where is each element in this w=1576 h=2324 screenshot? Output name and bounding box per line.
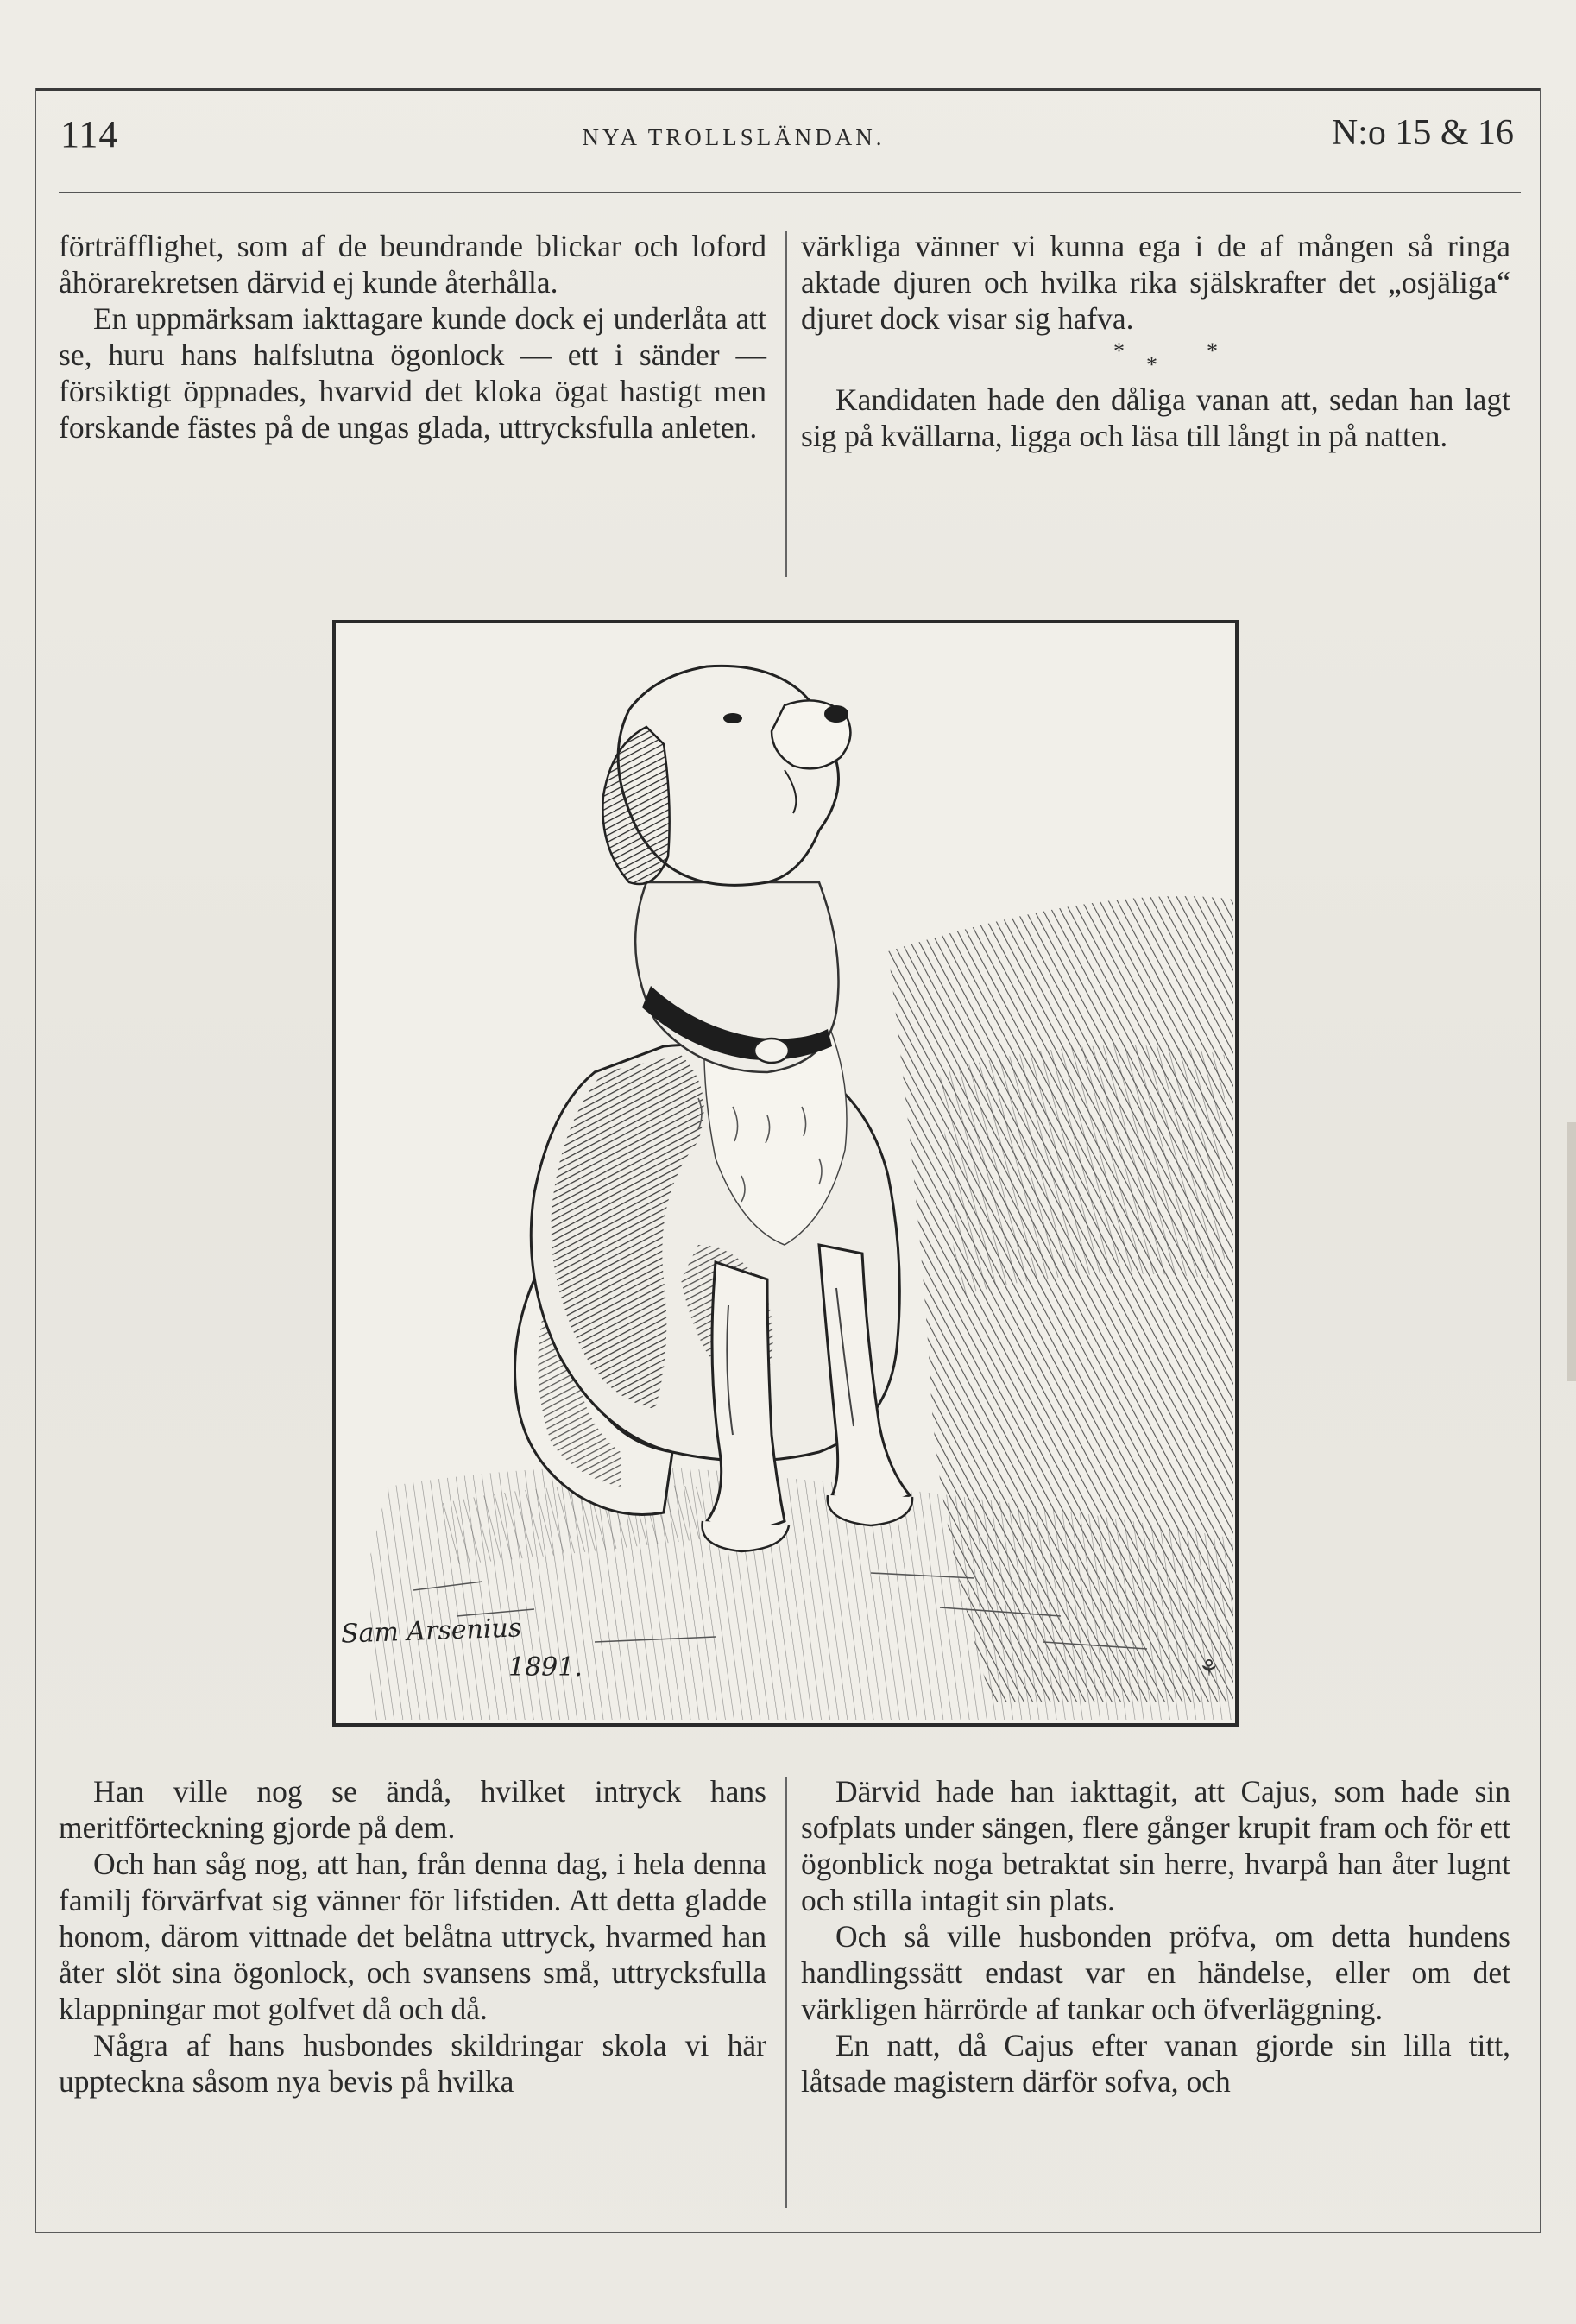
section-break-asterism	[801, 337, 1510, 382]
page-frame-bottom-rule	[35, 2232, 1541, 2233]
dog-engraving	[336, 623, 1235, 1723]
top-left-column	[59, 228, 766, 445]
paragraph: Kandidaten hade den dåliga vanan att, sedan han lagt sig på kvällarna, ligga och läsa till långt in på natten.	[801, 382, 1510, 453]
paragraph: Därvid hade han iakttagit, att Cajus, som hade sin sofplats under sängen, flere gånger krupit fram och för ett ögonblick noga betraktat sin herre, hvarpå han åter lugnt och stilla intagit sin plats.	[801, 1774, 1510, 1917]
paragraph: En natt, då Cajus efter vanan gjorde sin lilla titt, låtsade magistern därför sofva, och	[801, 2028, 1510, 2099]
asterisk: *	[1113, 338, 1125, 363]
facing-page-edge	[1567, 1122, 1576, 1381]
page-number: 114	[60, 113, 119, 155]
page-frame-left-rule	[35, 88, 36, 2233]
issue-number: N:o 15 & 16	[1331, 113, 1514, 153]
dog-illustration	[332, 620, 1239, 1727]
top-right-column	[801, 228, 1510, 454]
paragraph: förträfflighet, som af de beundrande blickar och loford åhörarekretsen därvid ej kunde återhålla.	[59, 229, 766, 300]
paragraph: Han ville nog se ändå, hvilket intryck hans meritförteckning gjorde på dem.	[59, 1774, 766, 1845]
column-divider-bottom	[785, 1777, 787, 2208]
paragraph: Och han såg nog, att han, från denna dag, i hela denna familj förvärfvat sig vänner för lifstiden. Att detta gladde honom, därom vittnade det belåtna uttryck, hvarmed han åter slöt sina ögonlock, och svansens små, uttrycksfulla klappningar mot golfvet då och då.	[59, 1847, 766, 2026]
page-frame-right-rule	[1540, 88, 1541, 2233]
page-frame-top-rule	[35, 88, 1541, 91]
column-divider-top	[785, 231, 787, 577]
asterisk: *	[1207, 338, 1218, 363]
header-rule	[59, 192, 1521, 193]
bottom-right-column	[801, 1773, 1510, 2100]
asterisk: *	[1146, 352, 1157, 377]
signature-year: 1891.	[508, 1652, 583, 1683]
paragraph: värkliga vänner vi kunna ega i de af mången så ringa aktade djuren och hvilka rika själskrafter det „osjäliga“ djuret dock visar sig hafva.	[801, 229, 1510, 336]
engraver-mark-icon: ⚘	[1199, 1656, 1220, 1681]
paragraph: Några af hans husbondes skildringar skola vi här uppteckna såsom nya bevis på hvilka	[59, 2028, 766, 2099]
paragraph: En uppmärksam iakttagare kunde dock ej underlåta att se, huru hans halfslutna ögonlock — ett i sänder — försiktigt öppnades, hvarvid det kloka ögat hastigt men forskande fästes på de ungas glada, uttrycksfulla anleten.	[59, 301, 766, 445]
bottom-left-column	[59, 1773, 766, 2100]
artist-signature: Sam Arsenius	[340, 1613, 522, 1650]
paragraph: Och så ville husbonden pröfva, om detta hundens handlingssätt endast var en händelse, eller om det värkligen härrörde af tankar och öfverläggning.	[801, 1919, 1510, 2026]
dog-figure	[515, 666, 913, 1551]
running-title: NYA TROLLSLÄNDAN.	[582, 124, 886, 150]
background-shading	[940, 1045, 1225, 1297]
